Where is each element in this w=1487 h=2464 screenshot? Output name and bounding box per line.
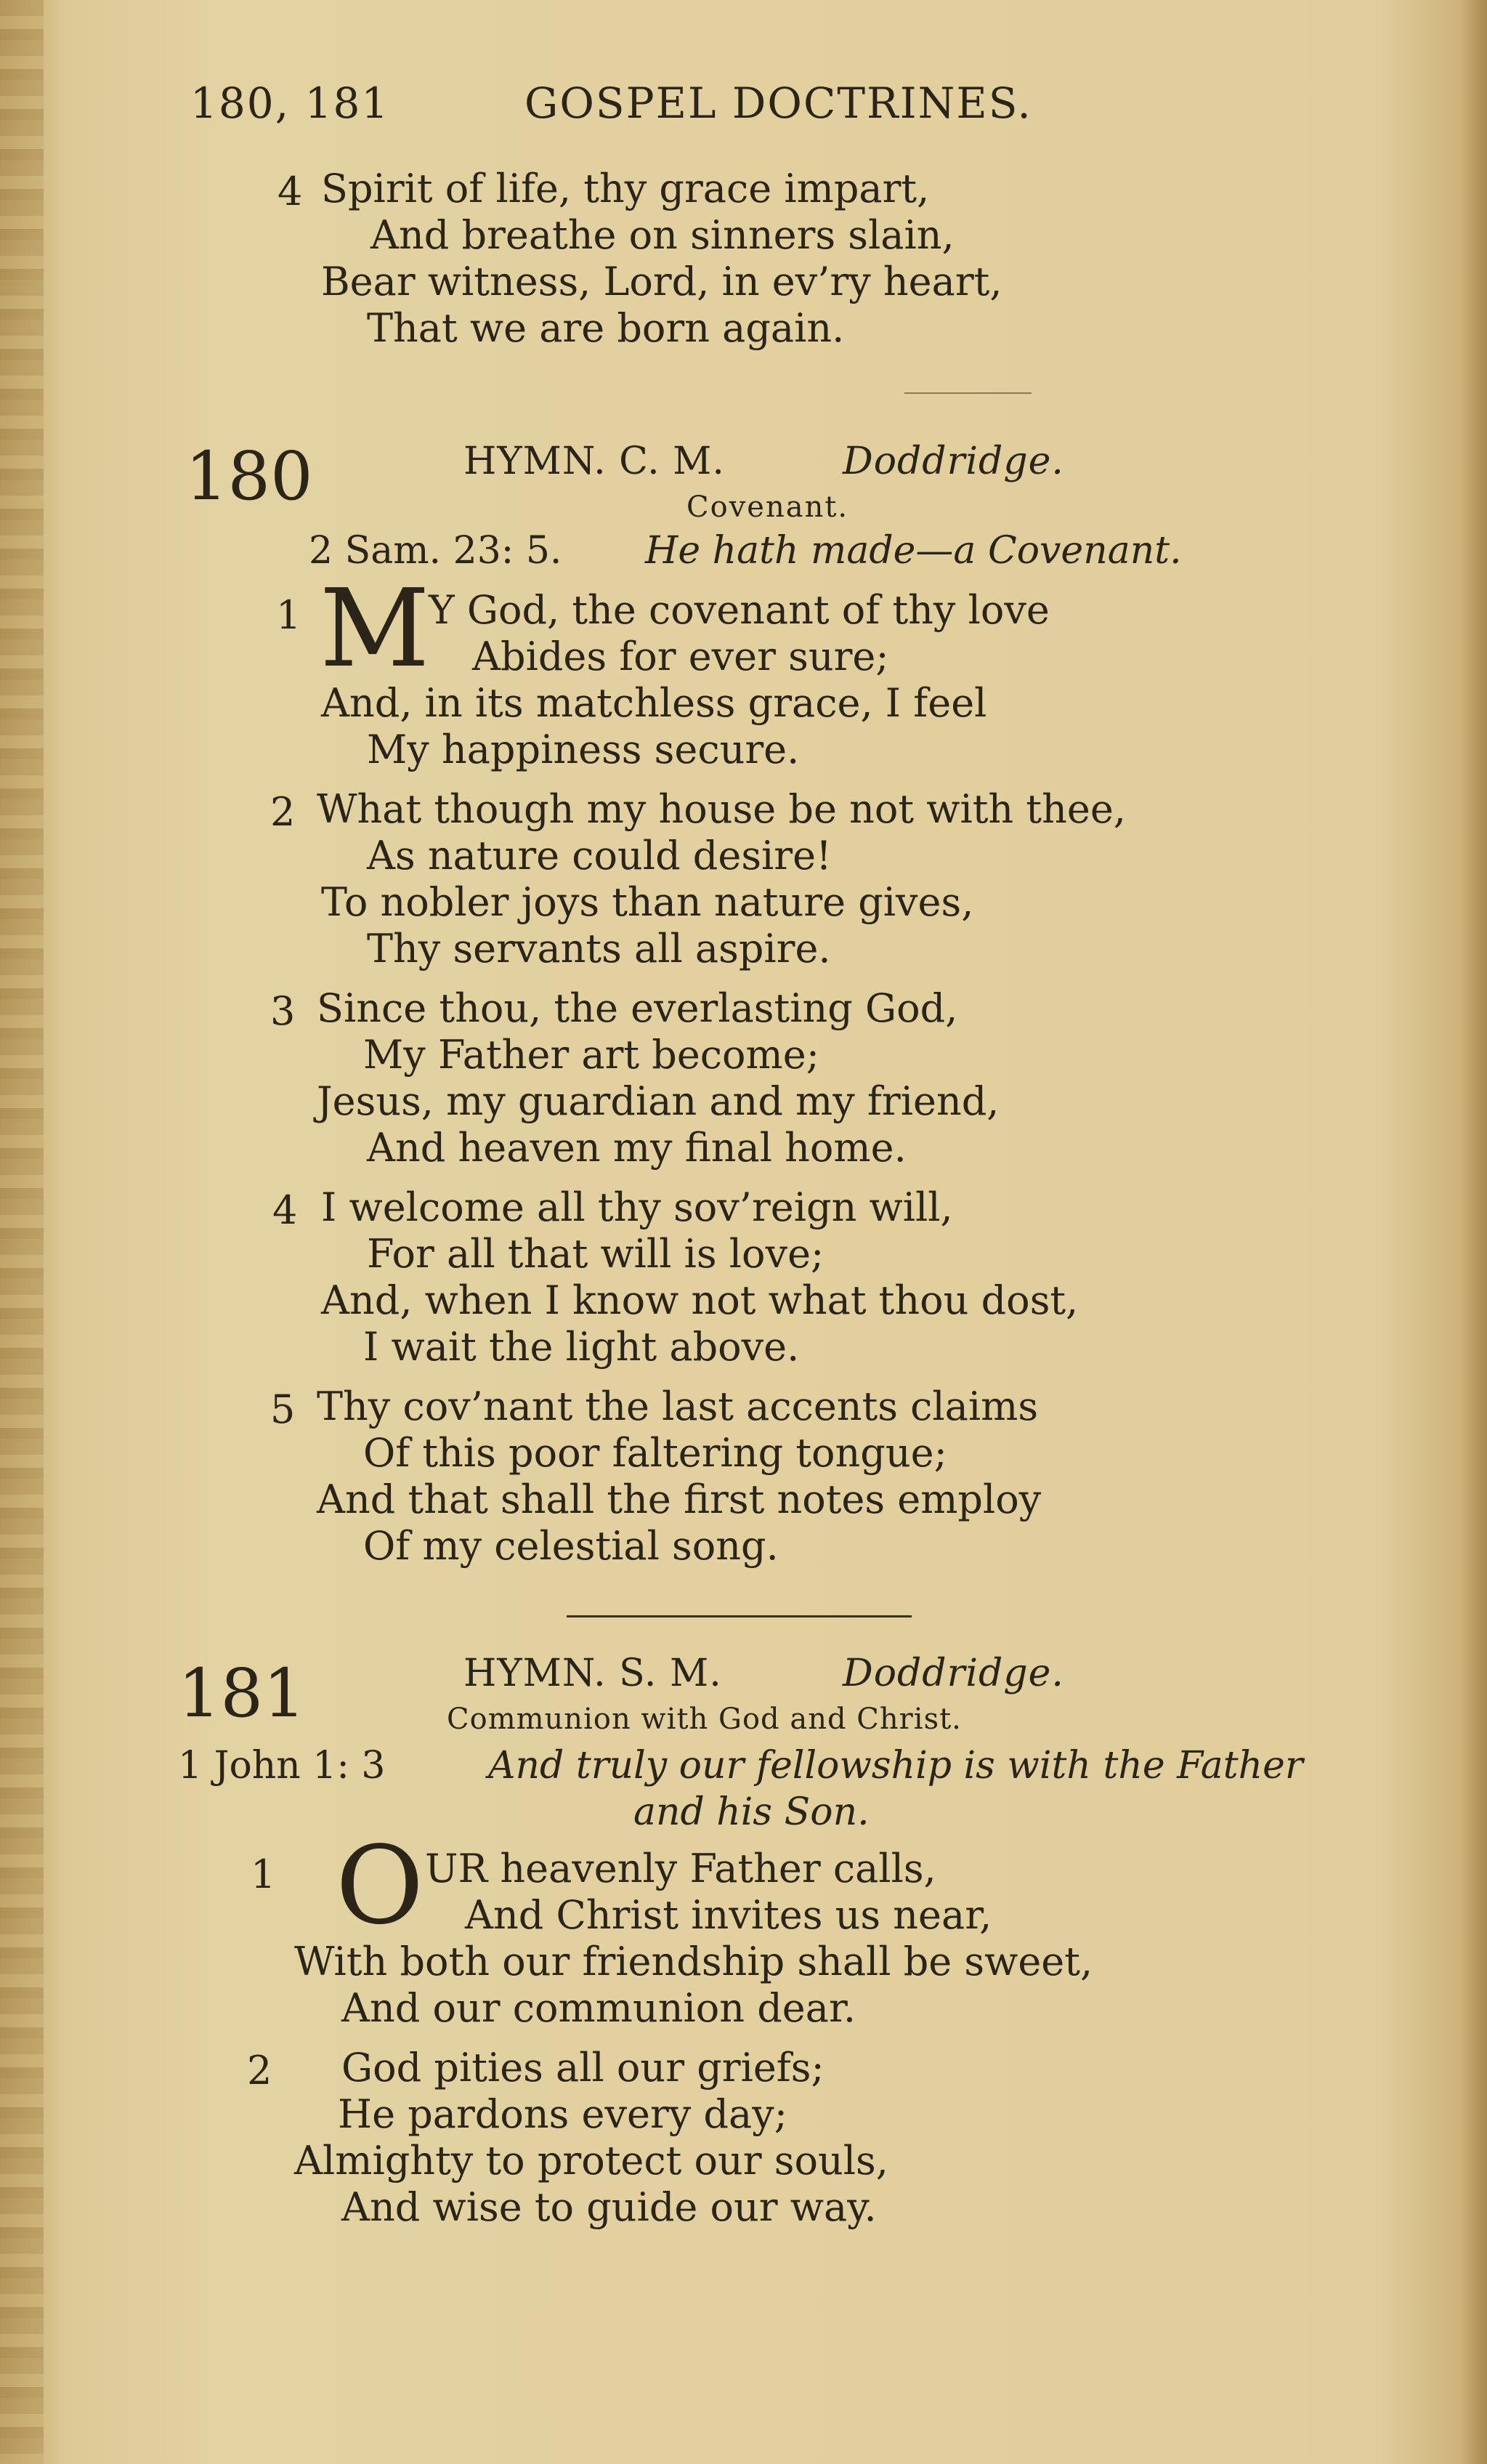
scripture-text: and his Son. <box>633 1790 870 1834</box>
verse-line: He pardons every day; <box>338 2091 787 2137</box>
hymn-subject: Communion with God and Christ. <box>447 1702 962 1736</box>
verse-line: And that shall the first notes employ <box>317 1477 1042 1522</box>
verse-line: And, when I know not what thou dost, <box>321 1277 1079 1323</box>
page-gutter-edge <box>0 0 44 2464</box>
page-numbers: 180, 181 <box>190 78 390 128</box>
scripture-text: He hath made—a Covenant. <box>645 529 1182 573</box>
stanza-number: 5 <box>270 1386 296 1432</box>
section-divider <box>567 1615 912 1617</box>
hymn-author: Doddridge. <box>843 1652 1064 1695</box>
verse-line: My Father art become; <box>363 1032 819 1078</box>
drop-cap: O <box>336 1823 424 1948</box>
verse-line: I welcome all thy sov’reign will, <box>321 1184 953 1230</box>
verse-line: And, in its matchless grace, I feel <box>321 680 987 726</box>
stanza-number: 1 <box>276 592 301 638</box>
hymn-number: 181 <box>178 1655 306 1732</box>
verse-line: Since thou, the everlasting God, <box>317 985 958 1031</box>
scripture-text: And truly our fellowship is with the Father <box>488 1744 1303 1788</box>
verse-line: That we are born again. <box>367 305 845 351</box>
verse-line: Bear witness, Lord, in ev’ry heart, <box>321 259 1002 304</box>
drop-cap: M <box>320 566 430 691</box>
verse-line: Y God, the covenant of thy love <box>429 587 1050 633</box>
hymn-meter: HYMN. S. M. <box>463 1652 722 1695</box>
verse-line: And our communion dear. <box>341 1985 856 2031</box>
stanza-number: 1 <box>251 1851 276 1897</box>
verse-line: My happiness secure. <box>367 727 800 772</box>
verse-line: What though my house be not with thee, <box>317 786 1126 832</box>
verse-line: Of my celestial song. <box>363 1523 779 1569</box>
verse-line: With both our friendship shall be sweet, <box>294 1939 1093 1984</box>
stanza-number: 2 <box>247 2048 272 2093</box>
verse-line: As nature could desire! <box>367 833 832 878</box>
scripture-reference: 2 Sam. 23: 5. <box>309 529 562 573</box>
verse-line: To nobler joys than nature gives, <box>321 879 974 925</box>
verse-line: Of this poor faltering tongue; <box>363 1430 947 1476</box>
verse-line: And heaven my final home. <box>367 1125 907 1171</box>
verse-line: Jesus, my guardian and my friend, <box>317 1078 1000 1124</box>
hymn-subject: Covenant. <box>686 490 849 524</box>
verse-line: And Christ invites us near, <box>465 1892 992 1938</box>
verse-line: Almighty to protect our souls, <box>294 2138 888 2184</box>
stanza-number: 3 <box>270 988 296 1034</box>
verse-line: And wise to guide our way. <box>341 2184 877 2230</box>
verse-line: And breathe on sinners slain, <box>370 212 955 258</box>
verse-line: Abides for ever sure; <box>472 634 889 679</box>
verse-line: For all that will is love; <box>367 1231 824 1277</box>
separator-rule <box>904 392 1032 394</box>
stanza-number: 4 <box>272 1187 298 1233</box>
verse-line: God pities all our griefs; <box>341 2045 824 2091</box>
hymn-meter: HYMN. C. M. <box>463 440 725 483</box>
verse-line: I wait the light above. <box>363 1324 800 1370</box>
running-title: GOSPEL DOCTRINES. <box>524 78 1032 128</box>
stanza-number: 2 <box>270 789 296 835</box>
stanza-number: 4 <box>277 169 303 214</box>
scripture-reference: 1 John 1: 3 <box>178 1744 386 1788</box>
verse-line: Thy cov’nant the last accents claims <box>317 1384 1039 1429</box>
verse-line: UR heavenly Father calls, <box>425 1846 936 1891</box>
verse-line: Spirit of life, thy grace impart, <box>321 166 930 211</box>
hymn-number: 180 <box>185 437 313 515</box>
hymn-author: Doddridge. <box>843 440 1064 483</box>
verse-line: Thy servants all aspire. <box>367 926 831 972</box>
